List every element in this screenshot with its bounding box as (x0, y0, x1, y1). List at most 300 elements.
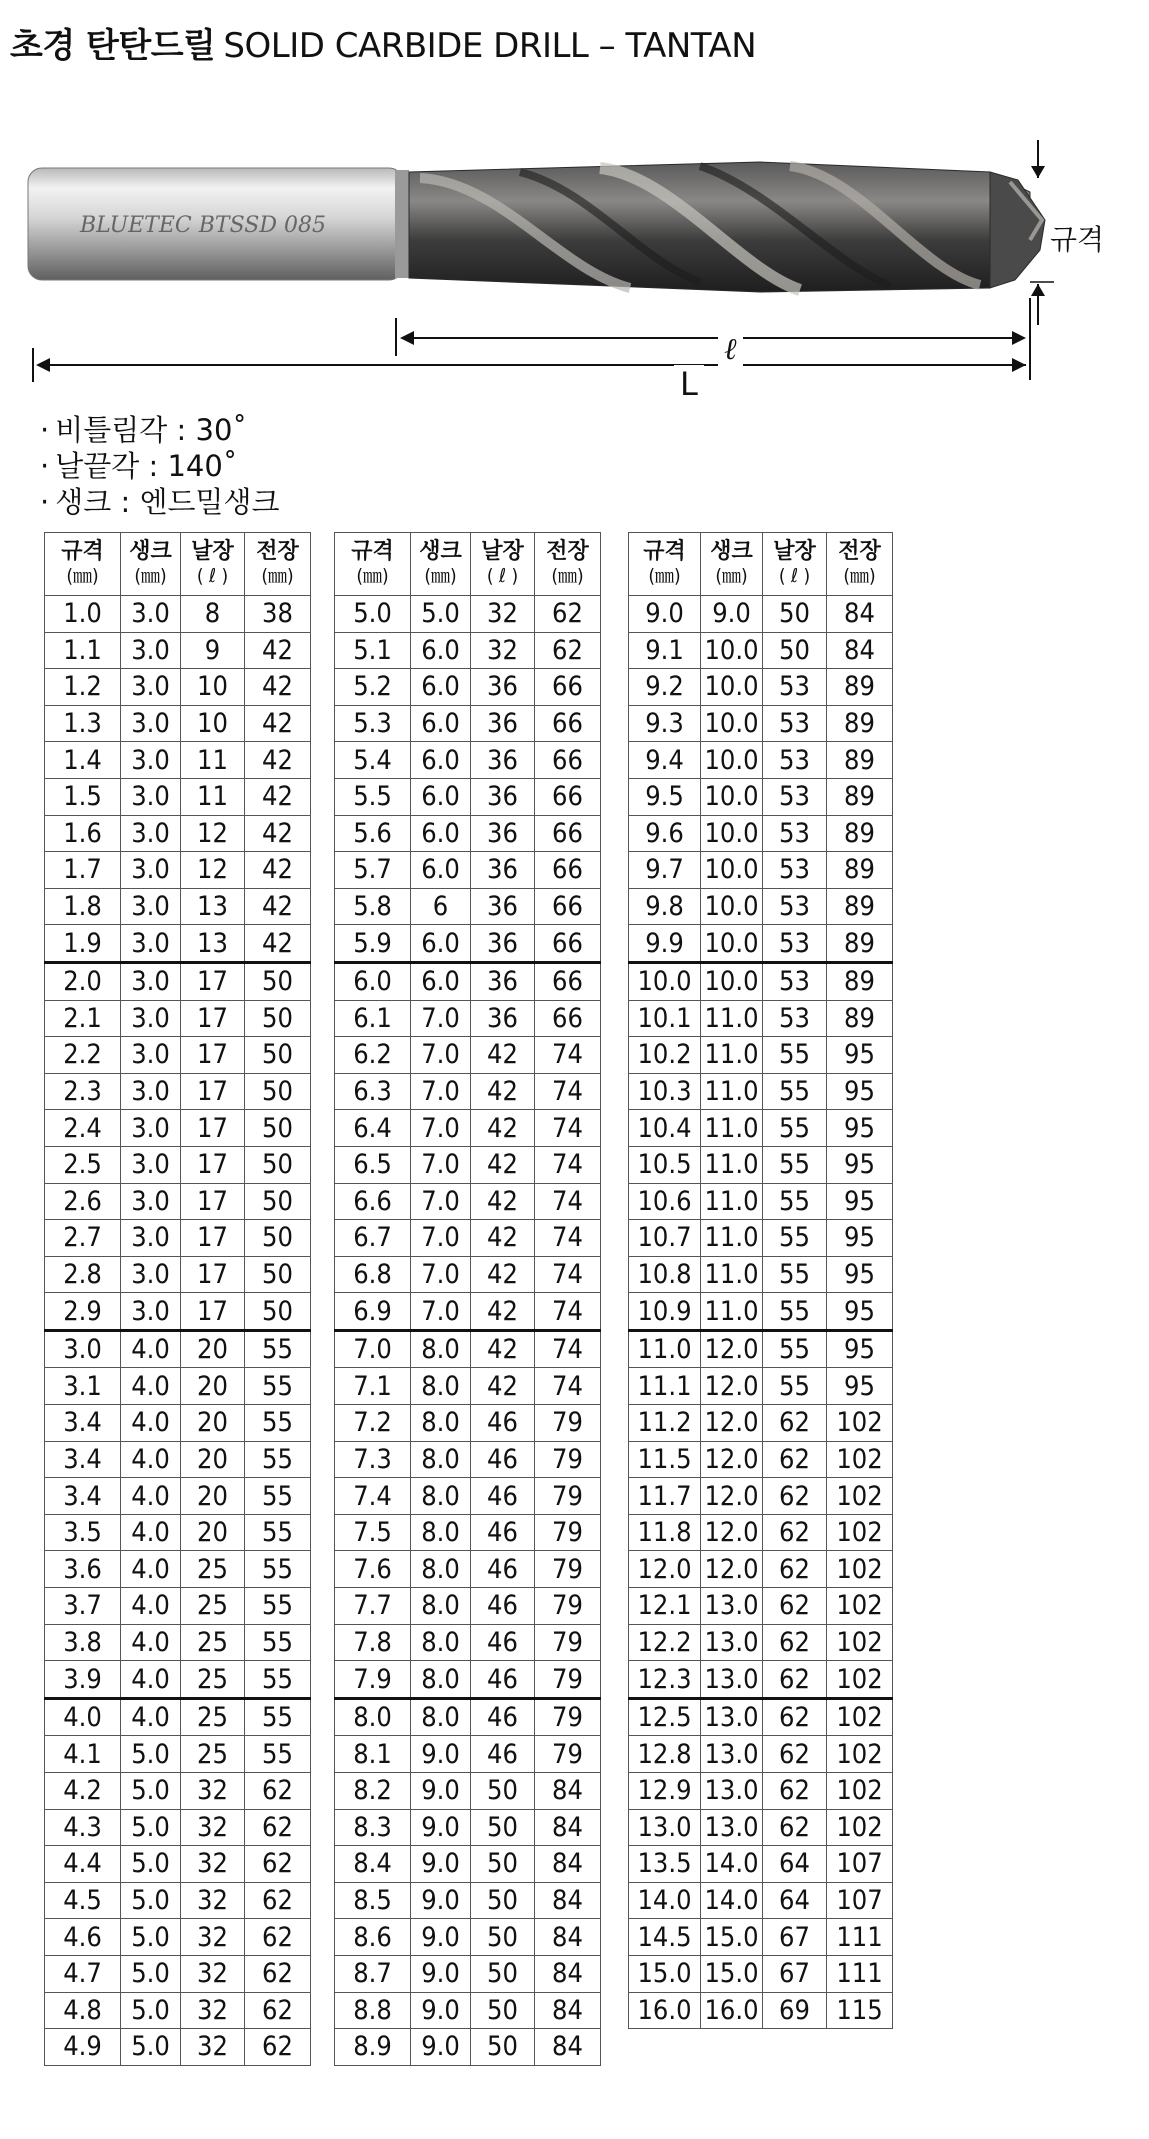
cell-flute-length: 17 (181, 1293, 245, 1331)
cell-flute-length: 50 (471, 1846, 535, 1883)
cell-total-length: 42 (245, 925, 311, 963)
cell-spec: 5.7 (335, 852, 411, 889)
cell-spec: 12.5 (629, 1698, 701, 1736)
table-header-row (45, 533, 311, 596)
cell-spec: 9.9 (629, 925, 701, 963)
title-korean: 초경 탄탄드릴 (10, 26, 216, 66)
cell-total-length: 102 (827, 1514, 893, 1551)
cell-total-length: 66 (535, 705, 601, 742)
table-row (335, 888, 601, 925)
cell-total-length: 74 (535, 1293, 601, 1331)
cell-flute-length: 36 (471, 852, 535, 889)
cell-spec: 7.5 (335, 1514, 411, 1551)
cell-spec: 5.6 (335, 815, 411, 852)
cell-spec: 10.6 (629, 1183, 701, 1220)
table-row (629, 1183, 893, 1220)
cell-total-length: 62 (245, 2029, 311, 2066)
cell-shank: 4.0 (121, 1405, 181, 1442)
cell-total-length: 66 (535, 962, 601, 1000)
table-row (45, 1220, 311, 1257)
cell-flute-length: 62 (763, 1588, 827, 1625)
cell-flute-length: 36 (471, 1000, 535, 1037)
cell-flute-length: 32 (181, 1809, 245, 1846)
table-row (335, 1037, 601, 1074)
table-row (629, 1698, 893, 1736)
cell-spec: 7.8 (335, 1624, 411, 1661)
table-row (335, 1736, 601, 1773)
cell-shank: 3.0 (121, 1183, 181, 1220)
cell-shank: 3.0 (121, 888, 181, 925)
table-row (45, 1551, 311, 1588)
cell-spec: 9.7 (629, 852, 701, 889)
cell-total-length: 89 (827, 778, 893, 815)
cell-shank: 8.0 (411, 1588, 471, 1625)
cell-total-length: 42 (245, 778, 311, 815)
cell-shank: 5.0 (121, 1846, 181, 1883)
cell-total-length: 107 (827, 1882, 893, 1919)
cell-spec: 11.2 (629, 1405, 701, 1442)
cell-spec: 11.0 (629, 1330, 701, 1368)
table-row (45, 1293, 311, 1331)
cell-shank: 5.0 (121, 2029, 181, 2066)
cell-spec: 1.5 (45, 778, 121, 815)
cell-total-length: 50 (245, 962, 311, 1000)
cell-flute-length: 42 (471, 1183, 535, 1220)
cell-flute-length: 17 (181, 1037, 245, 1074)
cell-shank: 4.0 (121, 1588, 181, 1625)
table-row (335, 1293, 601, 1331)
total-length-label: L (674, 365, 704, 403)
cell-spec: 11.7 (629, 1478, 701, 1515)
cell-flute-length: 17 (181, 1183, 245, 1220)
table-row (45, 925, 311, 963)
cell-shank: 12.0 (701, 1405, 763, 1442)
cell-total-length: 66 (535, 778, 601, 815)
table-row (45, 1146, 311, 1183)
cell-total-length: 62 (535, 632, 601, 669)
cell-shank: 10.0 (701, 742, 763, 779)
cell-flute-length: 50 (471, 1882, 535, 1919)
table-row (629, 632, 893, 669)
cell-spec: 5.9 (335, 925, 411, 963)
table-row (45, 1773, 311, 1810)
cell-shank: 9.0 (411, 1955, 471, 1992)
cell-spec: 4.2 (45, 1773, 121, 1810)
cell-flute-length: 17 (181, 1146, 245, 1183)
cell-flute-length: 32 (471, 632, 535, 669)
cell-flute-length: 50 (471, 2029, 535, 2066)
cell-total-length: 74 (535, 1368, 601, 1405)
header-total-length: 전장 (㎜) (827, 533, 893, 596)
cell-shank: 10.0 (701, 778, 763, 815)
table-row (335, 1809, 601, 1846)
cell-shank: 5.0 (121, 1882, 181, 1919)
cell-flute-length: 17 (181, 1110, 245, 1147)
table-row (335, 1882, 601, 1919)
cell-total-length: 62 (245, 1919, 311, 1956)
table-row (45, 1000, 311, 1037)
cell-flute-length: 62 (763, 1514, 827, 1551)
cell-spec: 5.2 (335, 669, 411, 706)
cell-shank: 11.0 (701, 1256, 763, 1293)
table-row (629, 596, 893, 633)
cell-shank: 6.0 (411, 925, 471, 963)
cell-spec: 15.0 (629, 1955, 701, 1992)
cell-flute-length: 69 (763, 1992, 827, 2029)
table-row (335, 1773, 601, 1810)
cell-flute-length: 13 (181, 888, 245, 925)
table-row (629, 669, 893, 706)
cell-flute-length: 53 (763, 742, 827, 779)
cell-total-length: 74 (535, 1183, 601, 1220)
cell-total-length: 50 (245, 1073, 311, 1110)
cell-total-length: 89 (827, 1000, 893, 1037)
flute-length-label: ℓ (718, 332, 743, 367)
header-flute-length: 날장 ( ℓ ) (763, 533, 827, 596)
cell-total-length: 50 (245, 1037, 311, 1074)
cell-spec: 2.3 (45, 1073, 121, 1110)
table-row (335, 778, 601, 815)
cell-spec: 2.2 (45, 1037, 121, 1074)
cell-flute-length: 53 (763, 852, 827, 889)
cell-flute-length: 50 (471, 1809, 535, 1846)
table-row (45, 1661, 311, 1699)
table-row (45, 1110, 311, 1147)
table-row (45, 1368, 311, 1405)
cell-shank: 3.0 (121, 1256, 181, 1293)
cell-spec: 3.8 (45, 1624, 121, 1661)
note-point-angle: · 날끝각 : 140˚ (40, 449, 238, 483)
cell-total-length: 55 (245, 1405, 311, 1442)
cell-shank: 14.0 (701, 1846, 763, 1883)
table-row (629, 962, 893, 1000)
cell-shank: 3.0 (121, 962, 181, 1000)
cell-flute-length: 36 (471, 888, 535, 925)
table-row (335, 1146, 601, 1183)
table-row (335, 596, 601, 633)
cell-spec: 1.6 (45, 815, 121, 852)
cell-flute-length: 32 (181, 2029, 245, 2066)
cell-shank: 3.0 (121, 1000, 181, 1037)
cell-spec: 1.3 (45, 705, 121, 742)
cell-shank: 11.0 (701, 1037, 763, 1074)
cell-shank: 8.0 (411, 1441, 471, 1478)
cell-total-length: 89 (827, 742, 893, 779)
table-row (335, 1405, 601, 1442)
cell-shank: 8.0 (411, 1478, 471, 1515)
cell-shank: 4.0 (121, 1478, 181, 1515)
cell-shank: 10.0 (701, 632, 763, 669)
cell-flute-length: 53 (763, 1000, 827, 1037)
cell-flute-length: 20 (181, 1330, 245, 1368)
cell-flute-length: 50 (763, 632, 827, 669)
cell-spec: 12.3 (629, 1661, 701, 1699)
cell-total-length: 79 (535, 1514, 601, 1551)
cell-flute-length: 32 (181, 1773, 245, 1810)
table-row (629, 1514, 893, 1551)
cell-total-length: 66 (535, 742, 601, 779)
cell-shank: 7.0 (411, 1073, 471, 1110)
cell-shank: 8.0 (411, 1368, 471, 1405)
cell-shank: 6.0 (411, 778, 471, 815)
cell-total-length: 66 (535, 888, 601, 925)
cell-spec: 1.0 (45, 596, 121, 633)
cell-flute-length: 42 (471, 1220, 535, 1257)
cell-total-length: 79 (535, 1405, 601, 1442)
table-row (629, 1624, 893, 1661)
cell-spec: 4.5 (45, 1882, 121, 1919)
cell-spec: 3.9 (45, 1661, 121, 1699)
cell-shank: 11.0 (701, 1220, 763, 1257)
cell-spec: 9.2 (629, 669, 701, 706)
cell-spec: 9.1 (629, 632, 701, 669)
table-row (45, 1588, 311, 1625)
cell-spec: 2.6 (45, 1183, 121, 1220)
cell-flute-length: 46 (471, 1405, 535, 1442)
table-row (45, 1405, 311, 1442)
cell-flute-length: 55 (763, 1146, 827, 1183)
table-row (629, 1478, 893, 1515)
table-row (45, 742, 311, 779)
cell-total-length: 55 (245, 1661, 311, 1699)
table-row (45, 1809, 311, 1846)
cell-spec: 14.5 (629, 1919, 701, 1956)
cell-flute-length: 11 (181, 742, 245, 779)
cell-total-length: 84 (827, 632, 893, 669)
cell-shank: 9.0 (411, 1736, 471, 1773)
cell-shank: 6.0 (411, 852, 471, 889)
cell-spec: 5.4 (335, 742, 411, 779)
cell-spec: 2.4 (45, 1110, 121, 1147)
cell-total-length: 95 (827, 1183, 893, 1220)
header-shank: 생크 (㎜) (701, 533, 763, 596)
cell-flute-length: 25 (181, 1624, 245, 1661)
cell-total-length: 89 (827, 852, 893, 889)
cell-spec: 10.1 (629, 1000, 701, 1037)
cell-total-length: 42 (245, 888, 311, 925)
cell-spec: 10.5 (629, 1146, 701, 1183)
table-row (335, 1551, 601, 1588)
cell-spec: 5.5 (335, 778, 411, 815)
cell-spec: 3.4 (45, 1405, 121, 1442)
cell-total-length: 42 (245, 669, 311, 706)
table-row (45, 669, 311, 706)
table-row (629, 1588, 893, 1625)
cell-spec: 9.4 (629, 742, 701, 779)
cell-shank: 5.0 (411, 596, 471, 633)
cell-flute-length: 55 (763, 1368, 827, 1405)
header-spec: 규격 (㎜) (629, 533, 701, 596)
cell-flute-length: 55 (763, 1073, 827, 1110)
table-row (335, 2029, 601, 2066)
cell-spec: 11.8 (629, 1514, 701, 1551)
cell-flute-length: 62 (763, 1441, 827, 1478)
cell-flute-length: 32 (181, 1846, 245, 1883)
table-row (45, 815, 311, 852)
cell-spec: 4.0 (45, 1698, 121, 1736)
cell-total-length: 42 (245, 632, 311, 669)
header-flute-length: 날장 ( ℓ ) (181, 533, 245, 596)
table-row (629, 925, 893, 963)
cell-total-length: 102 (827, 1698, 893, 1736)
cell-spec: 3.0 (45, 1330, 121, 1368)
cell-total-length: 107 (827, 1846, 893, 1883)
cell-total-length: 89 (827, 962, 893, 1000)
cell-flute-length: 46 (471, 1514, 535, 1551)
cell-total-length: 79 (535, 1736, 601, 1773)
cell-spec: 2.8 (45, 1256, 121, 1293)
cell-spec: 11.1 (629, 1368, 701, 1405)
cell-total-length: 84 (535, 1919, 601, 1956)
cell-shank: 10.0 (701, 852, 763, 889)
table-row (629, 815, 893, 852)
cell-total-length: 62 (245, 1882, 311, 1919)
cell-spec: 3.1 (45, 1368, 121, 1405)
cell-shank: 5.0 (121, 1992, 181, 2029)
cell-total-length: 50 (245, 1183, 311, 1220)
cell-total-length: 84 (535, 1992, 601, 2029)
table-row (629, 742, 893, 779)
cell-flute-length: 53 (763, 705, 827, 742)
title-english: SOLID CARBIDE DRILL – TANTAN (223, 26, 757, 66)
cell-total-length: 55 (245, 1441, 311, 1478)
cell-spec: 8.1 (335, 1736, 411, 1773)
cell-shank: 3.0 (121, 705, 181, 742)
table-row (629, 1110, 893, 1147)
cell-spec: 5.8 (335, 888, 411, 925)
cell-spec: 6.7 (335, 1220, 411, 1257)
cell-spec: 10.3 (629, 1073, 701, 1110)
cell-total-length: 111 (827, 1919, 893, 1956)
cell-shank: 11.0 (701, 1073, 763, 1110)
cell-flute-length: 55 (763, 1183, 827, 1220)
cell-total-length: 84 (827, 596, 893, 633)
table-row (45, 1919, 311, 1956)
table-row (335, 815, 601, 852)
drill-flute-body (409, 162, 1030, 292)
cell-spec: 4.6 (45, 1919, 121, 1956)
cell-shank: 12.0 (701, 1478, 763, 1515)
cell-total-length: 38 (245, 596, 311, 633)
cell-flute-length: 62 (763, 1478, 827, 1515)
shank-marking: BLUETEC BTSSD 085 (80, 213, 326, 238)
table-row (45, 1698, 311, 1736)
table-row (629, 1955, 893, 1992)
cell-shank: 13.0 (701, 1773, 763, 1810)
cell-flute-length: 64 (763, 1846, 827, 1883)
cell-total-length: 74 (535, 1220, 601, 1257)
cell-total-length: 79 (535, 1624, 601, 1661)
table-row (45, 778, 311, 815)
cell-spec: 10.0 (629, 962, 701, 1000)
cell-total-length: 55 (245, 1514, 311, 1551)
cell-total-length: 74 (535, 1256, 601, 1293)
cell-flute-length: 50 (471, 1992, 535, 2029)
cell-flute-length: 25 (181, 1698, 245, 1736)
table-row (45, 1514, 311, 1551)
cell-total-length: 95 (827, 1330, 893, 1368)
cell-shank: 9.0 (701, 596, 763, 633)
cell-flute-length: 53 (763, 669, 827, 706)
cell-shank: 6.0 (411, 742, 471, 779)
cell-flute-length: 50 (763, 596, 827, 633)
cell-spec: 16.0 (629, 1992, 701, 2029)
cell-flute-length: 13 (181, 925, 245, 963)
cell-flute-length: 46 (471, 1661, 535, 1699)
cell-spec: 13.0 (629, 1809, 701, 1846)
cell-shank: 3.0 (121, 1037, 181, 1074)
cell-shank: 7.0 (411, 1110, 471, 1147)
cell-total-length: 102 (827, 1405, 893, 1442)
table-row (629, 1736, 893, 1773)
table-row (335, 1514, 601, 1551)
cell-total-length: 55 (245, 1368, 311, 1405)
cell-spec: 7.3 (335, 1441, 411, 1478)
cell-spec: 1.2 (45, 669, 121, 706)
cell-spec: 8.7 (335, 1955, 411, 1992)
cell-total-length: 62 (245, 1773, 311, 1810)
cell-shank: 4.0 (121, 1368, 181, 1405)
table-row (335, 852, 601, 889)
cell-shank: 11.0 (701, 1146, 763, 1183)
cell-flute-length: 36 (471, 815, 535, 852)
cell-shank: 5.0 (121, 1919, 181, 1956)
cell-shank: 3.0 (121, 669, 181, 706)
cell-total-length: 84 (535, 1882, 601, 1919)
table-row (629, 1368, 893, 1405)
table-row (45, 596, 311, 633)
cell-total-length: 95 (827, 1073, 893, 1110)
cell-shank: 7.0 (411, 1146, 471, 1183)
table-row (629, 1000, 893, 1037)
cell-flute-length: 9 (181, 632, 245, 669)
cell-shank: 13.0 (701, 1698, 763, 1736)
table-row (335, 1330, 601, 1368)
cell-total-length: 84 (535, 1773, 601, 1810)
table-row (335, 1624, 601, 1661)
cell-total-length: 66 (535, 925, 601, 963)
table-row (629, 1551, 893, 1588)
table-row (335, 632, 601, 669)
table-row (335, 1955, 601, 1992)
cell-flute-length: 53 (763, 888, 827, 925)
cell-flute-length: 46 (471, 1588, 535, 1625)
cell-total-length: 102 (827, 1588, 893, 1625)
cell-shank: 10.0 (701, 705, 763, 742)
cell-shank: 4.0 (121, 1661, 181, 1699)
cell-shank: 8.0 (411, 1698, 471, 1736)
cell-total-length: 50 (245, 1000, 311, 1037)
cell-shank: 3.0 (121, 778, 181, 815)
cell-shank: 12.0 (701, 1514, 763, 1551)
table-row (335, 1992, 601, 2029)
cell-spec: 1.9 (45, 925, 121, 963)
cell-total-length: 102 (827, 1773, 893, 1810)
cell-flute-length: 46 (471, 1624, 535, 1661)
table-header-row (629, 533, 893, 596)
cell-spec: 12.8 (629, 1736, 701, 1773)
spec-table-1 (44, 532, 311, 2066)
table-row (45, 705, 311, 742)
cell-total-length: 102 (827, 1736, 893, 1773)
cell-shank: 7.0 (411, 1183, 471, 1220)
cell-total-length: 89 (827, 815, 893, 852)
cell-shank: 13.0 (701, 1624, 763, 1661)
table-row (629, 1882, 893, 1919)
table-row (629, 888, 893, 925)
header-spec: 규격 (㎜) (335, 533, 411, 596)
cell-flute-length: 42 (471, 1110, 535, 1147)
